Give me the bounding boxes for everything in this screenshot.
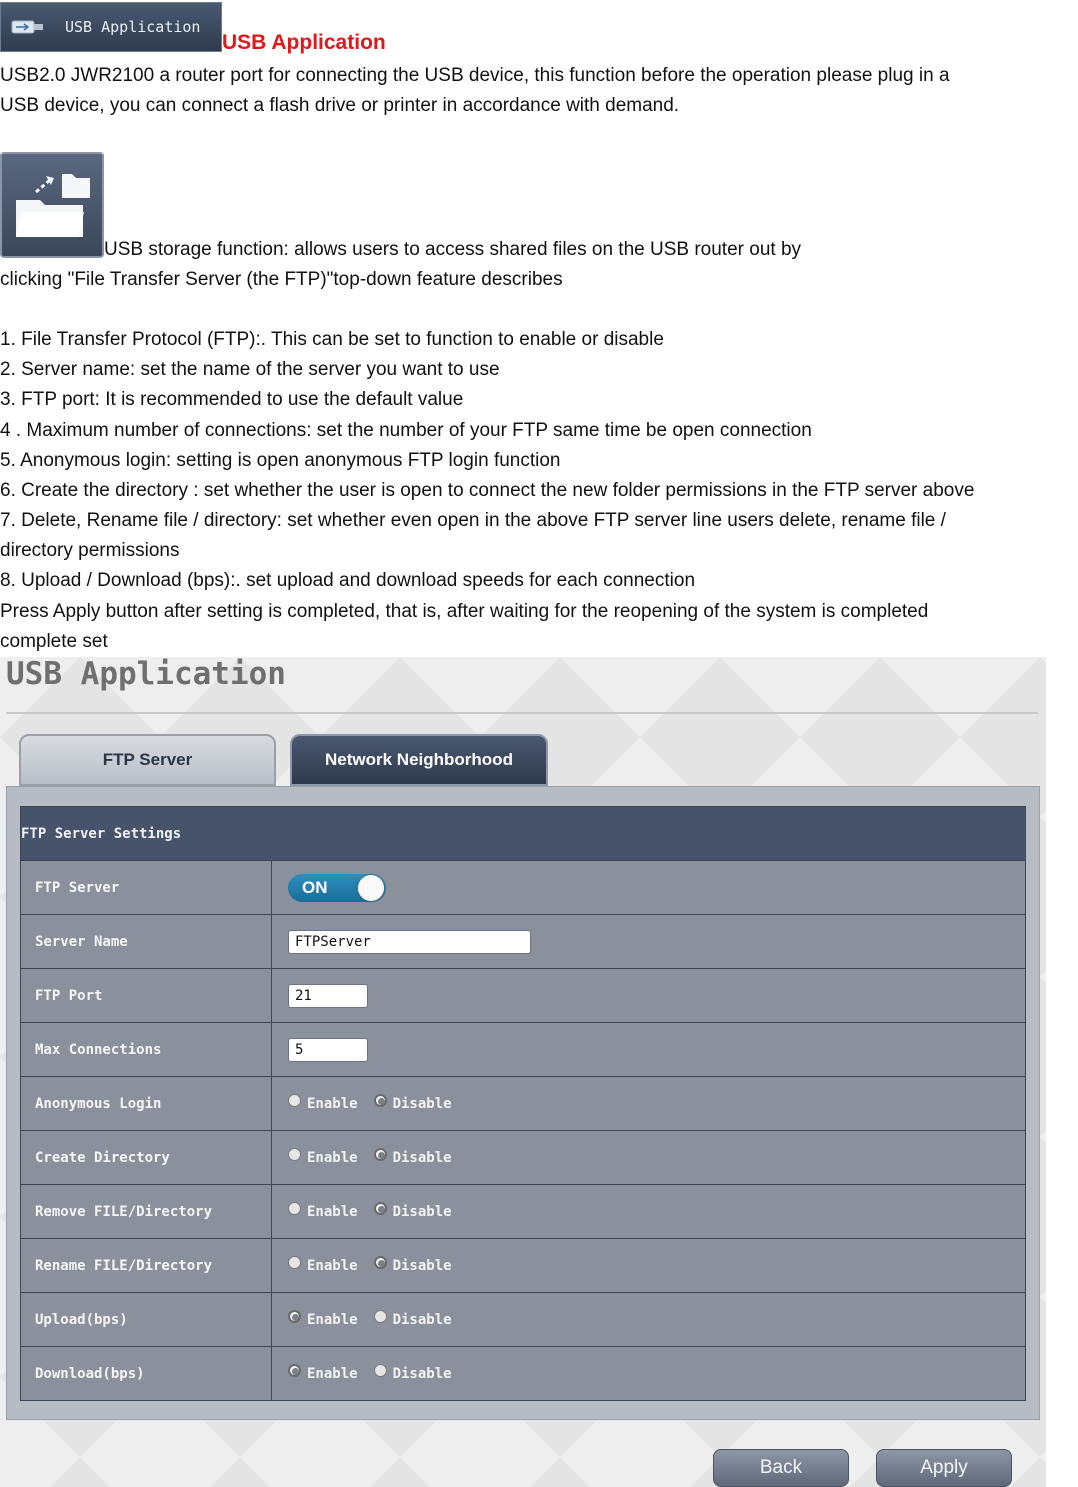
server-name-label: Server Name	[21, 915, 272, 969]
upload-bps-disable-radio[interactable]	[374, 1312, 452, 1328]
document-header	[0, 0, 600, 52]
server-name-input[interactable]	[288, 930, 531, 954]
remove-file-directory-enable-radio[interactable]	[288, 1204, 358, 1220]
rename-file-directory-options	[288, 1258, 1025, 1274]
panel-title: USB Application	[6, 656, 286, 692]
max-connections-row	[21, 1023, 1026, 1077]
settings-header-row	[21, 807, 1026, 861]
step-4: 4 . Maximum number of connections: set the number of your FTP same time be open connection	[0, 420, 812, 441]
ftp-port-input[interactable]	[288, 984, 368, 1008]
radio-setting-row	[21, 1239, 1026, 1293]
step-2: 2. Server name: set the name of the server you want to use	[0, 359, 500, 380]
disable-label: Disable	[392, 1149, 452, 1166]
rename-file-directory-label: Rename FILE/Directory	[21, 1239, 272, 1293]
apply-button[interactable]: Apply	[876, 1449, 1012, 1487]
disable-label: Disable	[392, 1257, 452, 1274]
ftp-port-label: FTP Port	[21, 969, 272, 1023]
usb-button-label: USB Application	[65, 18, 201, 36]
step-7: 7. Delete, Rename file / directory: set whether even open in the above FTP server line users delete, rename file /	[0, 510, 946, 531]
download-bps-label: Download(bps)	[21, 1347, 272, 1401]
radio-dot[interactable]	[374, 1256, 387, 1269]
storage-line-1: USB storage function: allows users to access shared files on the USB router out by	[104, 239, 802, 260]
toggle-knob	[358, 875, 384, 901]
radio-dot[interactable]	[288, 1364, 301, 1377]
disable-label: Disable	[392, 1311, 452, 1328]
download-bps-options	[288, 1366, 1025, 1382]
rename-file-directory-disable-radio[interactable]	[374, 1258, 452, 1274]
max-connections-label: Max Connections	[21, 1023, 272, 1077]
enable-label: Enable	[307, 1203, 358, 1220]
create-directory-disable-radio[interactable]	[374, 1150, 452, 1166]
folder-transfer-icon	[2, 154, 102, 256]
title-divider	[6, 712, 1038, 714]
usb-icon	[11, 18, 45, 36]
ftp-port-row	[21, 969, 1026, 1023]
step-1: 1. File Transfer Protocol (FTP):. This can be set to function to enable or disable	[0, 329, 664, 350]
storage-line-2: clicking "File Transfer Server (the FTP)"top-down feature describes	[0, 269, 563, 290]
apply-note: Press Apply button after setting is completed, that is, after waiting for the reopening of the system is completed	[0, 601, 929, 622]
create-directory-enable-radio[interactable]	[288, 1150, 358, 1166]
max-connections-input[interactable]	[288, 1038, 368, 1062]
remove-file-directory-options	[288, 1204, 1025, 1220]
remove-file-directory-disable-radio[interactable]	[374, 1204, 452, 1220]
upload-bps-label: Upload(bps)	[21, 1293, 272, 1347]
back-button[interactable]: Back	[713, 1449, 849, 1487]
create-directory-label: Create Directory	[21, 1131, 272, 1185]
ftp-server-row	[21, 861, 1026, 915]
radio-dot[interactable]	[374, 1094, 387, 1107]
usb-application-button-image	[0, 2, 222, 52]
server-name-row	[21, 915, 1026, 969]
disable-label: Disable	[392, 1365, 452, 1382]
ftp-server-label: FTP Server	[21, 861, 272, 915]
anonymous-login-disable-radio[interactable]	[374, 1096, 452, 1112]
radio-dot[interactable]	[288, 1094, 301, 1107]
radio-setting-row	[21, 1293, 1026, 1347]
radio-dot[interactable]	[288, 1202, 301, 1215]
enable-label: Enable	[307, 1149, 358, 1166]
anonymous-login-label: Anonymous Login	[21, 1077, 272, 1131]
radio-dot[interactable]	[288, 1256, 301, 1269]
disable-label: Disable	[392, 1095, 452, 1112]
step-6: 6. Create the directory : set whether the user is open to connect the new folder permissions in the FTP server above	[0, 480, 975, 501]
radio-rows	[21, 1077, 1026, 1401]
ftp-server-toggle[interactable]	[288, 874, 386, 902]
step-7-cont: directory permissions	[0, 540, 180, 561]
tab-network-neighborhood[interactable]: Network Neighborhood	[290, 734, 548, 786]
anonymous-login-options	[288, 1096, 1025, 1112]
radio-dot[interactable]	[374, 1364, 387, 1377]
radio-setting-row	[21, 1131, 1026, 1185]
intro-line-1: USB2.0 JWR2100 a router port for connecting the USB device, this function before the operation please plug in a	[0, 65, 950, 86]
remove-file-directory-label: Remove FILE/Directory	[21, 1185, 272, 1239]
radio-setting-row	[21, 1347, 1026, 1401]
radio-setting-row	[21, 1077, 1026, 1131]
radio-dot[interactable]	[374, 1148, 387, 1161]
upload-bps-options	[288, 1312, 1025, 1328]
ftp-settings-table	[20, 806, 1026, 1401]
disable-label: Disable	[392, 1203, 452, 1220]
enable-label: Enable	[307, 1365, 358, 1382]
radio-dot[interactable]	[374, 1310, 387, 1323]
document-title: USB Application	[222, 31, 386, 54]
tab-ftp-server[interactable]: FTP Server	[19, 734, 276, 786]
upload-bps-enable-radio[interactable]	[288, 1312, 358, 1328]
usb-storage-image	[0, 152, 104, 258]
toggle-state: ON	[302, 877, 328, 897]
create-directory-options	[288, 1150, 1025, 1166]
radio-dot[interactable]	[288, 1310, 301, 1323]
intro-line-2: USB device, you can connect a flash drive or printer in accordance with demand.	[0, 95, 680, 116]
step-8: 8. Upload / Download (bps):. set upload and download speeds for each connection	[0, 570, 696, 591]
enable-label: Enable	[307, 1311, 358, 1328]
step-3: 3. FTP port: It is recommended to use the default value	[0, 389, 464, 410]
anonymous-login-enable-radio[interactable]	[288, 1096, 358, 1112]
apply-note-cont: complete set	[0, 631, 108, 652]
download-bps-disable-radio[interactable]	[374, 1366, 452, 1382]
enable-label: Enable	[307, 1257, 358, 1274]
radio-dot[interactable]	[374, 1202, 387, 1215]
step-5: 5. Anonymous login: setting is open anonymous FTP login function	[0, 450, 561, 471]
section-title: FTP Server Settings	[21, 807, 1026, 861]
enable-label: Enable	[307, 1095, 358, 1112]
radio-setting-row	[21, 1185, 1026, 1239]
radio-dot[interactable]	[288, 1148, 301, 1161]
rename-file-directory-enable-radio[interactable]	[288, 1258, 358, 1274]
download-bps-enable-radio[interactable]	[288, 1366, 358, 1382]
